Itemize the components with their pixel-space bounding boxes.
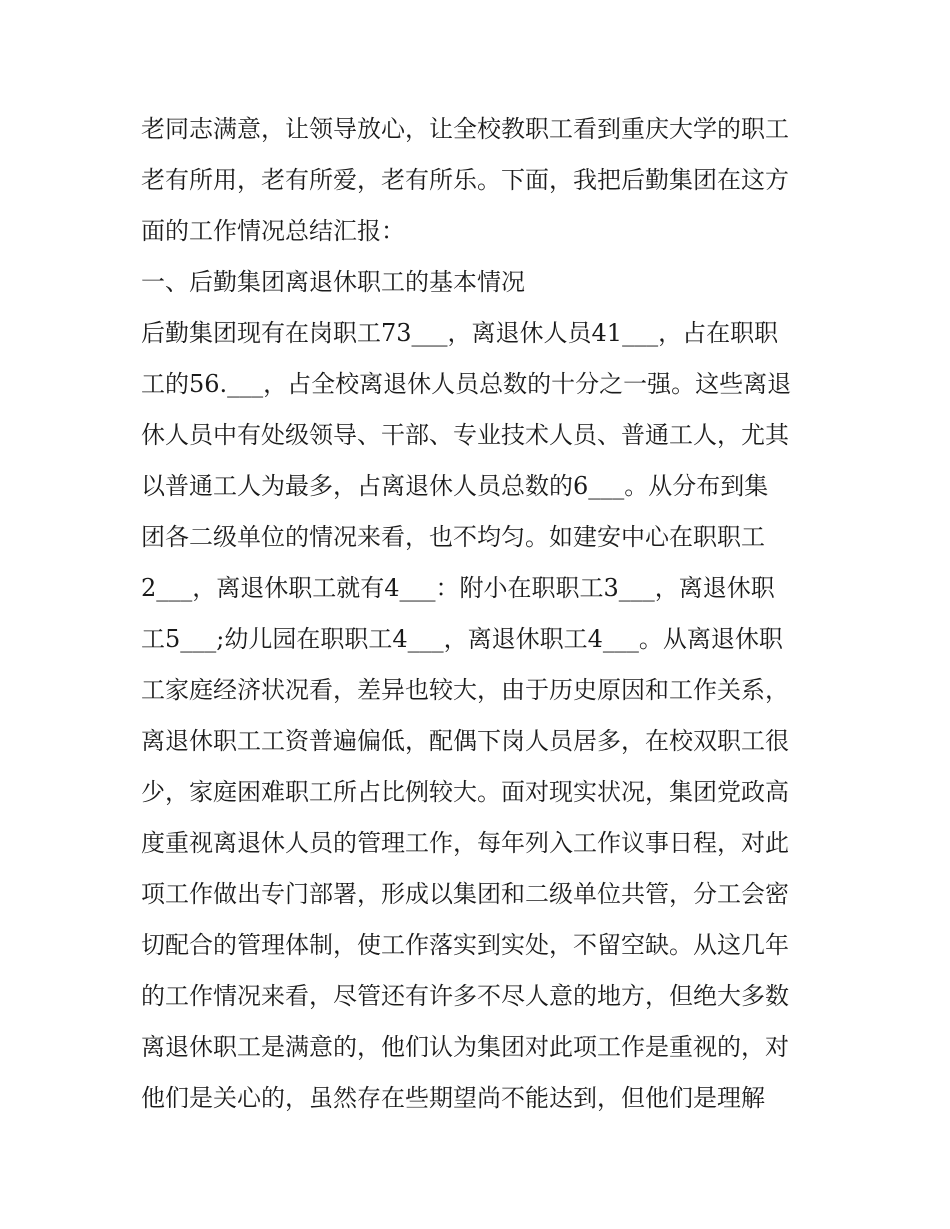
document-body (141, 104, 821, 1124)
text-line: 以普通工人为最多，占离退休人员总数的6___。从分布到集 (141, 472, 769, 500)
text-line: 面的工作情况总结汇报： (141, 217, 405, 245)
section-heading: 一、后勤集团离退休职工的基本情况 (141, 268, 525, 296)
text-line: 离退休职工是满意的，他们认为集团对此项工作是重视的，对 (141, 1033, 789, 1061)
text-line: 工的56.___，占全校离退休人员总数的十分之一强。这些离退 (141, 370, 792, 398)
text-line: 老同志满意，让领导放心，让全校教职工看到重庆大学的职工 (141, 115, 789, 143)
text-line: 度重视离退休人员的管理工作，每年列入工作议事日程，对此 (141, 829, 789, 857)
text-line: 离退休职工工资普遍偏低，配偶下岗人员居多，在校双职工很 (141, 727, 789, 755)
text-line: 老有所用，老有所爱，老有所乐。下面，我把后勤集团在这方 (141, 166, 789, 194)
text-line: 项工作做出专门部署，形成以集团和二级单位共管，分工会密 (141, 880, 789, 908)
text-line: 2___，离退休职工就有4___：附小在职职工3___，离退休职 (141, 574, 775, 602)
text-line: 他们是关心的，虽然存在些期望尚不能达到，但他们是理解 (141, 1084, 765, 1112)
text-line: 工5___;幼儿园在职职工4___，离退休职工4___。从离退休职 (141, 625, 783, 653)
text-line: 工家庭经济状况看，差异也较大，由于历史原因和工作关系， (141, 676, 789, 704)
text-line: 少，家庭困难职工所占比例较大。面对现实状况，集团党政高 (141, 778, 789, 806)
text-line: 切配合的管理体制，使工作落实到实处，不留空缺。从这几年 (141, 931, 789, 959)
text-line: 休人员中有处级领导、干部、专业技术人员、普通工人，尤其 (141, 421, 789, 449)
text-line: 的工作情况来看，尽管还有许多不尽人意的地方，但绝大多数 (141, 982, 789, 1010)
text-line: 后勤集团现有在岗职工73___，离退休人员41___，占在职职 (141, 319, 779, 347)
text-line: 团各二级单位的情况来看，也不均匀。如建安中心在职职工 (141, 523, 765, 551)
